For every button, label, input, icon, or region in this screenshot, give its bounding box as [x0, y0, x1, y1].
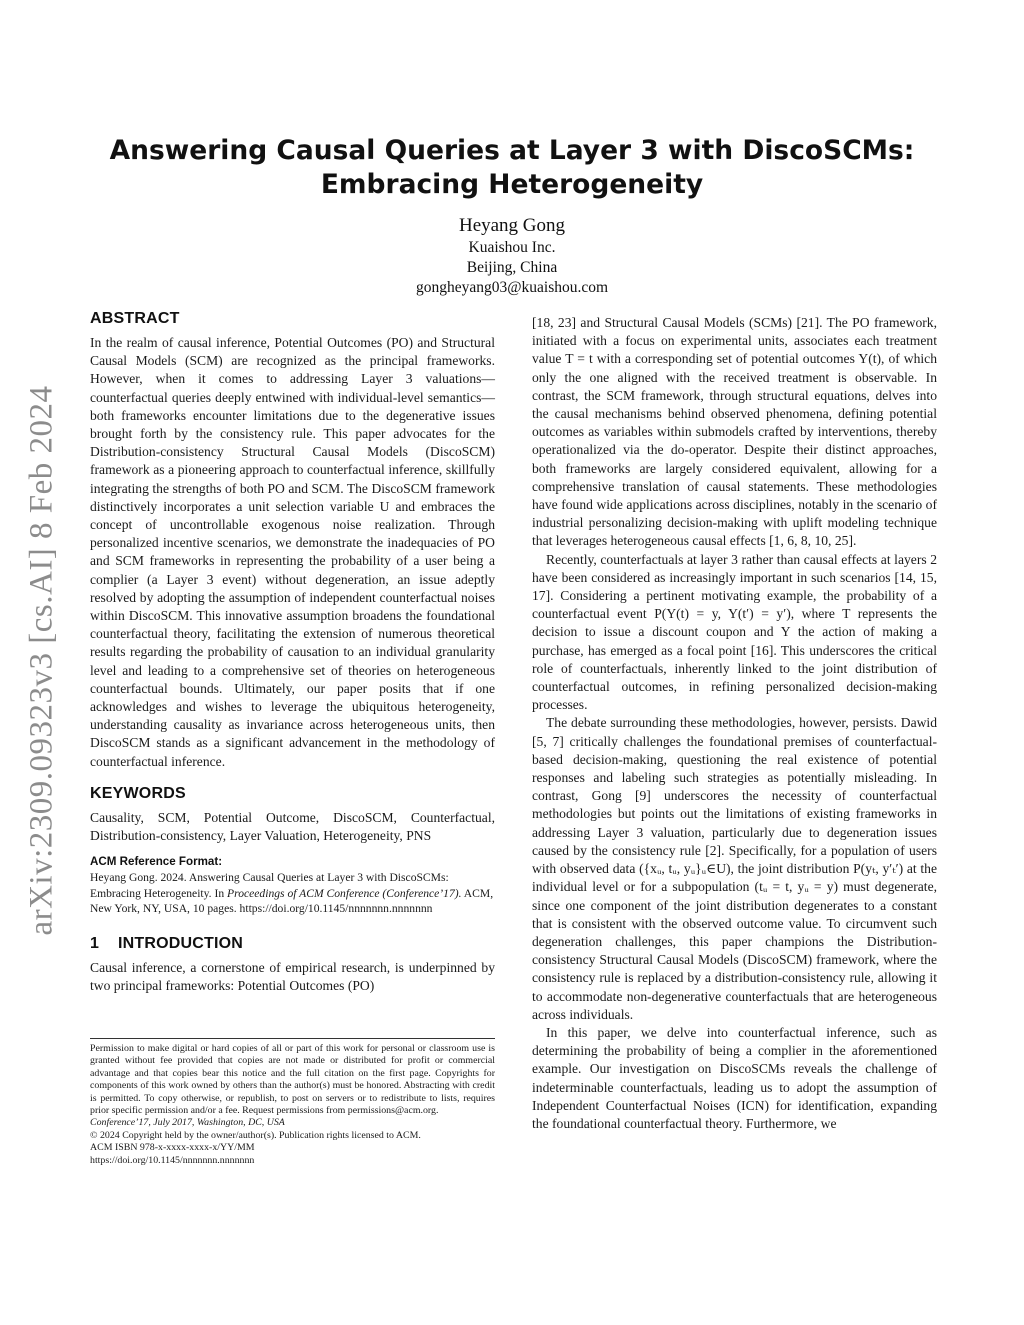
introduction-heading: [90, 935, 495, 953]
keywords-heading: KEYWORDS: [90, 784, 186, 802]
isbn-line: ACM ISBN 978-x-xxxx-xxxx-x/YY/MM: [90, 1142, 255, 1154]
right-column: [532, 314, 937, 1133]
intro-paragraph: The debate surrounding these methodologies, however, persists. Dawid [5, 7] critically challenges the foundational premises of counterfactual-based decision-making, questioning the real existence of potential responses and labeling such strategies as potentially misleading. In contrast, Gong [9] underscores the necessity of counterfactual methodologies but points out the limitations of existing frameworks in addressing Layer 3 valuation, particularly due to degeneration issues caused by the consistency rule [2]. Specifically, for a population of users with observed data ({xᵤ, tᵤ, yᵤ}ᵤ∈U), the joint distribution P(yₜ, y′ₜ′) at the individual level or for a subpopulation (tᵤ = t, yᵤ = y) must degenerate, since one component of the joint distribution degenerates to a constant that is consistent with the observed outcome value. To circumvent such degeneration challenges, this paper champions the Distribution-consistency Structural Causal Models (DiscoSCM) framework, where the consistency rule is replaced by a distribution-consistency rule, allowing it to accommodate non-degenerative counterfactuals that are heterogeneous across individuals.: [532, 715, 937, 1022]
author-block: [300, 214, 724, 298]
author-name: Heyang Gong: [458, 215, 566, 236]
left-column: [90, 310, 495, 995]
abstract-text: In the realm of causal inference, Potential Outcomes (PO) and Structural Causal Models (SCM) are recognized as the principal frameworks. However, when it comes to addressing Layer 3 valuations—counterfactual queries deeply entwined with individual-level semantics—both frameworks encounter limitations due to the degenerative issues brought forth by the consistency rule. This paper advocates for the Distribution-consistency Structural Causal Models (DiscoSCM) framework as a pioneering approach to counterfactual inference, skillfully integrating the strengths of both PO and SCM. The DiscoSCM framework distinctively incorporates a unit selection variable U and embraces the concept of uncontrollable exogenous noise realization. Through personalized incentive scenarios, we demonstrate the inadequacies of PO and SCM frameworks in representing the probability of a user being a complier (a Layer 3 event) without degeneration, an issue adeptly resolved by adopting the assumption of independent counterfactual noises within DiscoSCM. This innovative assumption broadens the foundational counterfactual theory, facilitating the extension of numerous theoretical results regarding the probability of causation to an individual granularity level and leading to a comprehensive set of theories on heterogeneous counterfactual bounds. Ultimately, our paper posits that if one acknowledges and wishes to leverage the ubiquitous heterogeneity, understanding causality as invariance across heterogeneous units, then DiscoSCM stands as a significant advancement in the methodology of counterfactual inference.: [90, 335, 495, 769]
arxiv-id-text: arXiv:2309.09323v3 [cs.AI] 8 Feb 2024: [23, 384, 60, 936]
abstract-heading: ABSTRACT: [90, 310, 180, 327]
section-title: INTRODUCTION: [118, 934, 244, 952]
copyright-footnote: [90, 1038, 495, 1167]
intro-paragraph: Recently, counterfactuals at layer 3 rather than causal effects at layers 2 have been considered as increasingly important in such scenarios [14, 15, 17]. Considering a pertinent motivating example, the probability of a counterfactual event P(Y(t) = y, Y(t′) = y′), where T represents the decision to issue a discount coupon and Y the action of making a purchase, has emerged as a focal point [16]. This underscores the critical role of counterfactuals, inherently linked to the joint distribution of counterfactual outcomes, in refining personalized decision-making processes.: [532, 551, 937, 713]
section-number: 1: [90, 934, 100, 952]
introduction-left-text: Causal inference, a cornerstone of empirical research, is underpinned by two principal frameworks: Potential Outcomes (PO): [90, 959, 495, 993]
acm-reference-part1: Heyang Gong. 2024. Answering Causal Queries at Layer 3 with DiscoSCMs: Embracing Heterogeneity. In: [90, 871, 449, 900]
keywords-text: Causality, SCM, Potential Outcome, DiscoSCM, Counterfactual, Distribution-consistency, Layer Valuation, Heterogeneity, PNS: [90, 809, 495, 844]
paper-title: Answering Causal Queries at Layer 3 with DiscoSCMs: Embracing Heterogeneity: [109, 135, 915, 200]
doi-line: https://doi.org/10.1145/nnnnnnn.nnnnnnn: [90, 1154, 255, 1166]
author-email: gongheyang03@kuaishou.com: [415, 279, 609, 296]
copyright-line: © 2024 Copyright held by the owner/author(s). Publication rights licensed to ACM.: [90, 1129, 421, 1141]
conference-info: Conference’17, July 2017, Washington, DC, USA: [90, 1117, 285, 1129]
intro-paragraph: [18, 23] and Structural Causal Models (SCMs) [21]. The PO framework, initiated with a focus on experimental units, associates each treatment value T = t with a corresponding set of potential outcomes Y(t), of which only the one aligned with the received treatment is observable. In contrast, the SCM framework, through structural equations, delves into the causal mechanisms behind observed phenomena, defining potential outcomes as variables within submodels crafted by interventions, thereby operationalized via the do-operator. Despite their distinct approaches, both frameworks are largely considered equivalent, allowing for a comprehensive translation of causal statements. These methodologies have found wide applications across disciplines, notably in the scenario of industrial personalizing decision-making with uplift modeling technique that leverages heterogeneous causal effects [1, 6, 8, 10, 25].: [532, 315, 937, 549]
acm-reference-heading: ACM Reference Format:: [90, 855, 223, 869]
arxiv-identifier-stamp: [22, 380, 62, 940]
permission-notice: Permission to make digital or hard copies of all or part of this work for personal or classroom use is granted without fee provided that copies are not made or distributed for profit or commercial advantage and that copies bear this notice and the full citation on the first page. Copyrights for components of this work owned by others than the author(s) must be honored. Abstracting with credit is permitted. To copy otherwise, or republish, to post on servers or to redistribute to lists, requires prior specific permission and/or a fee. Request permissions from permissions@acm.org.: [90, 1043, 495, 1117]
author-affiliation: Kuaishou Inc.: [468, 239, 556, 256]
intro-paragraph: In this paper, we delve into counterfactual inference, such as determining the probability of being a complier in the aforementioned example. Our investigation on DiscoSCMs reveals the challenge of indeterminable counterfactuals, leading us to adopt the assumption of Independent Counterfactual Noises (ICN) for identification, expanding the foundational counterfactual theory. Furthermore, we: [532, 1024, 937, 1131]
acm-reference-proceedings: Proceedings of ACM Conference (Conference’17).: [227, 886, 462, 900]
author-location: Beijing, China: [466, 259, 558, 276]
acm-reference-part2: ACM, New York, NY, USA, 10 pages. https://doi.org/10.1145/nnnnnnn.nnnnnnn: [90, 886, 494, 916]
acm-reference-text: [90, 870, 495, 916]
